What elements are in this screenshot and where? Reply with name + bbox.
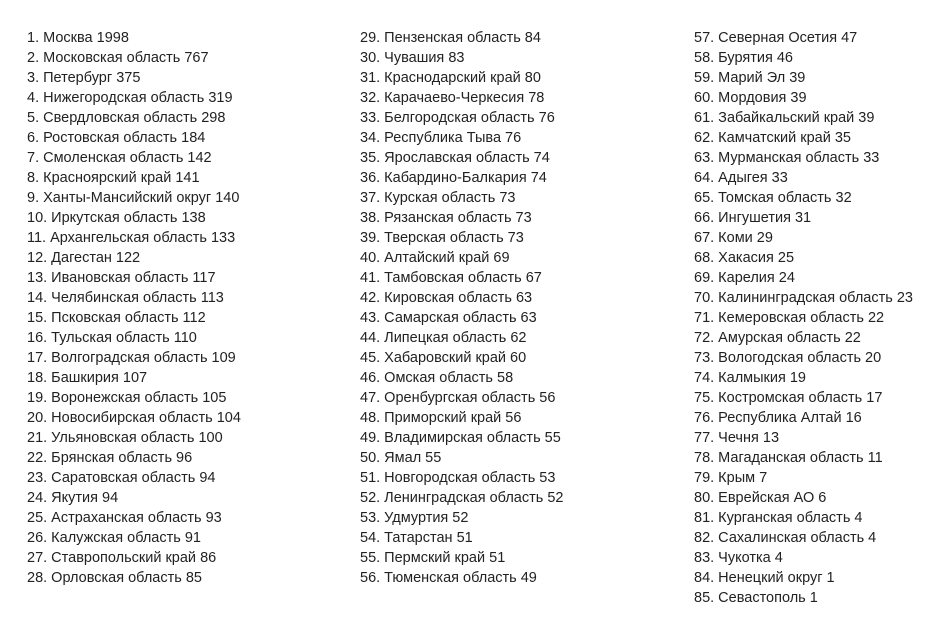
list-item: 75. Костромская область 17 <box>694 390 883 406</box>
list-item: 12. Дагестан 122 <box>27 250 141 266</box>
list-item: 30. Чувашия 83 <box>360 50 465 66</box>
list-item: 65. Томская область 32 <box>694 190 852 206</box>
list-item: 24. Якутия 94 <box>27 490 119 506</box>
list-item: 79. Крым 7 <box>694 470 768 486</box>
list-item: 49. Владимирская область 55 <box>360 430 561 446</box>
list-item: 5. Свердловская область 298 <box>27 110 226 126</box>
list-item: 10. Иркутская область 138 <box>27 210 206 226</box>
list-item: 51. Новгородская область 53 <box>360 470 556 486</box>
list-item: 35. Ярославская область 74 <box>360 150 550 166</box>
list-item: 37. Курская область 73 <box>360 190 516 206</box>
list-item: 38. Рязанская область 73 <box>360 210 532 226</box>
list-item: 48. Приморский край 56 <box>360 410 522 426</box>
list-item: 83. Чукотка 4 <box>694 550 783 566</box>
list-item: 63. Мурманская область 33 <box>694 150 880 166</box>
list-item: 23. Саратовская область 94 <box>27 470 216 486</box>
list-item: 73. Вологодская область 20 <box>694 350 882 366</box>
list-item: 78. Магаданская область 11 <box>694 450 883 466</box>
list-item: 16. Тульская область 110 <box>27 330 197 346</box>
list-item: 82. Сахалинская область 4 <box>694 530 877 546</box>
list-item: 1. Москва 1998 <box>27 30 129 46</box>
list-item: 74. Калмыкия 19 <box>694 370 806 386</box>
list-item: 20. Новосибирская область 104 <box>27 410 241 426</box>
list-item: 39. Тверская область 73 <box>360 230 524 246</box>
list-item: 59. Марий Эл 39 <box>694 70 806 86</box>
list-item: 84. Ненецкий округ 1 <box>694 570 835 586</box>
list-item: 70. Калининградская область 23 <box>694 290 913 306</box>
list-item: 60. Мордовия 39 <box>694 90 807 106</box>
list-item: 6. Ростовская область 184 <box>27 130 206 146</box>
list-item: 4. Нижегородская область 319 <box>27 90 233 106</box>
list-item: 66. Ингушетия 31 <box>694 210 812 226</box>
list-item: 21. Ульяновская область 100 <box>27 430 223 446</box>
list-item: 57. Северная Осетия 47 <box>694 30 858 46</box>
list-item: 29. Пензенская область 84 <box>360 30 541 46</box>
list-item: 7. Смоленская область 142 <box>27 150 212 166</box>
list-item: 46. Омская область 58 <box>360 370 514 386</box>
list-item: 41. Тамбовская область 67 <box>360 270 542 286</box>
list-item: 54. Татарстан 51 <box>360 530 473 546</box>
list-item: 31. Краснодарский край 80 <box>360 70 541 86</box>
list-item: 45. Хабаровский край 60 <box>360 350 527 366</box>
list-item: 85. Севастополь 1 <box>694 590 818 606</box>
list-item: 43. Самарская область 63 <box>360 310 537 326</box>
list-item: 33. Белгородская область 76 <box>360 110 555 126</box>
list-item: 36. Кабардино-Балкария 74 <box>360 170 547 186</box>
list-column-2 <box>360 28 563 588</box>
list-item: 25. Астраханская область 93 <box>27 510 222 526</box>
list-item: 15. Псковская область 112 <box>27 310 206 326</box>
list-item: 64. Адыгея 33 <box>694 170 788 186</box>
list-item: 52. Ленинградская область 52 <box>360 490 564 506</box>
list-item: 26. Калужская область 91 <box>27 530 201 546</box>
list-item: 22. Брянская область 96 <box>27 450 193 466</box>
list-item: 72. Амурская область 22 <box>694 330 861 346</box>
list-item: 19. Воронежская область 105 <box>27 390 227 406</box>
list-item: 32. Карачаево-Черкесия 78 <box>360 90 545 106</box>
list-item: 68. Хакасия 25 <box>694 250 795 266</box>
list-item: 56. Тюменская область 49 <box>360 570 537 586</box>
list-item: 13. Ивановская область 117 <box>27 270 216 286</box>
list-item: 28. Орловская область 85 <box>27 570 202 586</box>
list-item: 53. Удмуртия 52 <box>360 510 469 526</box>
list-item: 76. Республика Алтай 16 <box>694 410 862 426</box>
list-item: 81. Курганская область 4 <box>694 510 863 526</box>
list-item: 47. Оренбургская область 56 <box>360 390 556 406</box>
list-item: 14. Челябинская область 113 <box>27 290 224 306</box>
list-item: 3. Петербург 375 <box>27 70 141 86</box>
list-item: 17. Волгоградская область 109 <box>27 350 236 366</box>
list-item: 69. Карелия 24 <box>694 270 795 286</box>
list-item: 61. Забайкальский край 39 <box>694 110 875 126</box>
list-column-3 <box>694 28 913 608</box>
list-item: 27. Ставропольский край 86 <box>27 550 217 566</box>
list-item: 2. Московская область 767 <box>27 50 209 66</box>
list-item: 50. Ямал 55 <box>360 450 442 466</box>
list-item: 55. Пермский край 51 <box>360 550 506 566</box>
list-item: 9. Ханты-Мансийский округ 140 <box>27 190 240 206</box>
list-item: 62. Камчатский край 35 <box>694 130 851 146</box>
list-item: 77. Чечня 13 <box>694 430 780 446</box>
list-item: 18. Башкирия 107 <box>27 370 148 386</box>
list-column-1 <box>27 28 241 588</box>
list-item: 80. Еврейская АО 6 <box>694 490 827 506</box>
list-item: 71. Кемеровская область 22 <box>694 310 885 326</box>
list-item: 58. Бурятия 46 <box>694 50 793 66</box>
list-item: 34. Республика Тыва 76 <box>360 130 522 146</box>
list-item: 11. Архангельская область 133 <box>27 230 236 246</box>
list-item: 67. Коми 29 <box>694 230 773 246</box>
list-item: 44. Липецкая область 62 <box>360 330 527 346</box>
list-item: 8. Красноярский край 141 <box>27 170 200 186</box>
list-item: 42. Кировская область 63 <box>360 290 533 306</box>
list-item: 40. Алтайский край 69 <box>360 250 510 266</box>
